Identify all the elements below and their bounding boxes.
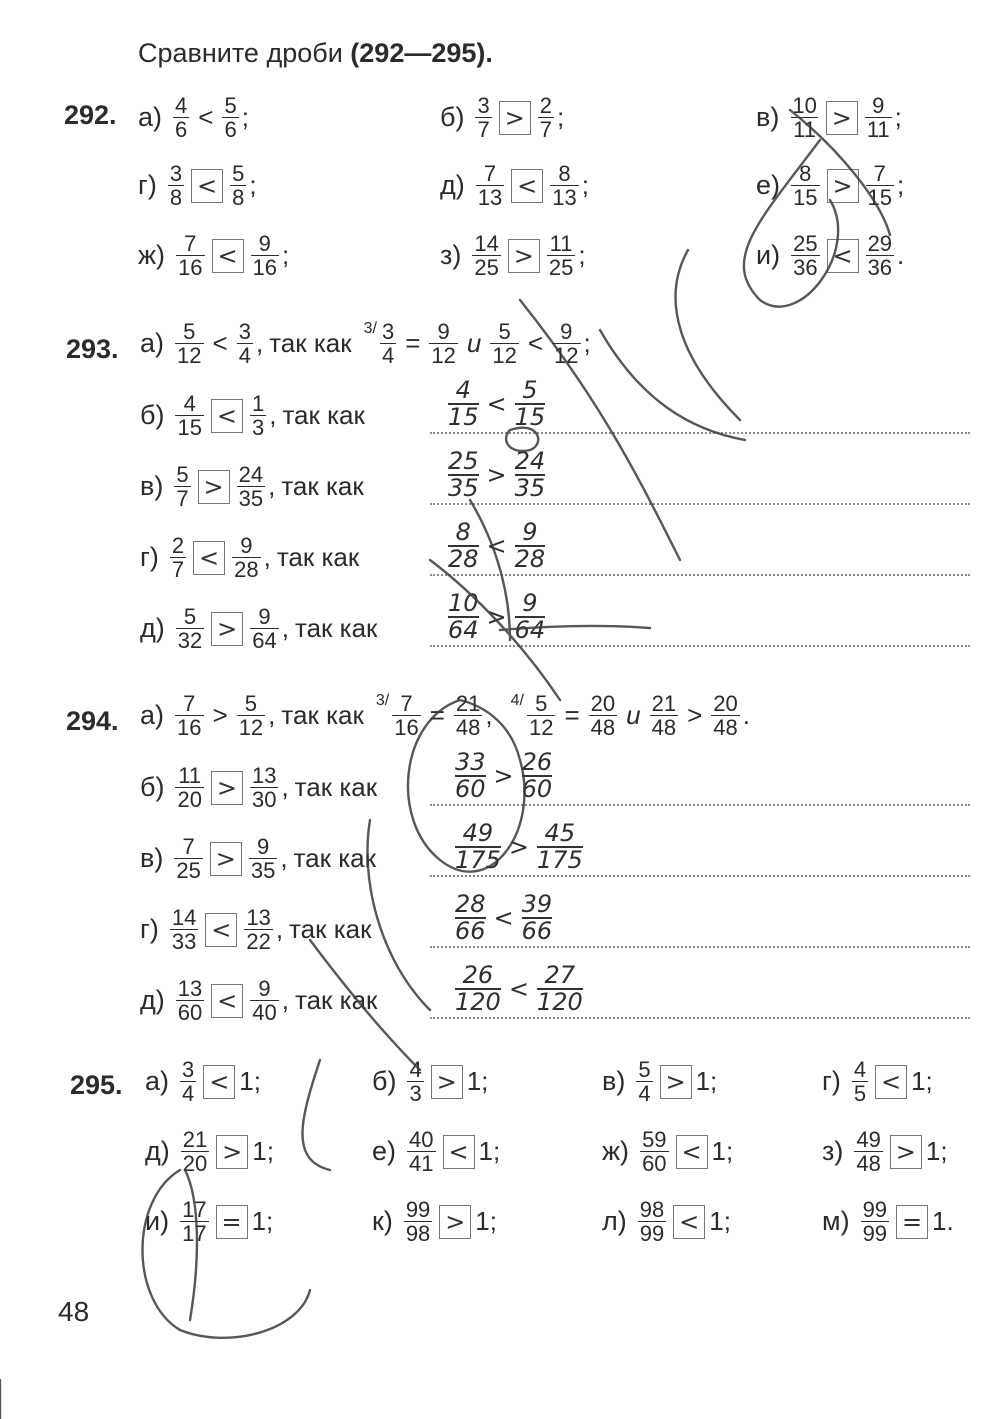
item-label: г) [822,1066,841,1097]
numerator: 2 [171,533,185,558]
fraction: $\frac{9}{12}$ [431,319,456,369]
item-label: г) [138,170,157,201]
answer-box[interactable]: = [216,1205,248,1239]
comparison-sign: > [687,700,703,731]
denominator: 60 [642,1151,667,1177]
numerator: 13 [251,763,277,788]
denominator: 28 [514,545,546,574]
numerator: 49 [462,819,494,847]
answer-box[interactable]: < [676,1135,708,1169]
denominator: 22 [246,929,271,955]
denominator: 11 [866,117,890,143]
denominator: 13 [477,185,503,211]
punctuation: , [275,914,284,945]
handwritten-sign: > [486,603,507,632]
answer-box[interactable]: > [827,169,859,203]
problem-294-example: а) $\frac{7}{16}$ > $\frac{5}{12}$ , так как 3/ $\frac{7}{16}$ = $\frac{21}{48}$ , 4/ $\frac{5}{12}$ = $\frac{20}{48}$ и $\frac{21}{48}$ > $\frac{20}{48}$ . [140,691,750,741]
fraction: $\frac{5}{12}$ [238,691,264,741]
denominator: 13 [552,185,577,211]
numerator: 26 [521,748,553,776]
item-label: д) [140,613,165,644]
numerator: 9 [240,533,253,558]
punctuation: . [897,240,905,271]
punctuation: , [281,772,289,803]
denominator: 64 [252,628,277,654]
problem-293-example: а) $\frac{5}{12}$ < $\frac{3}{4}$ , так как 3/ $\frac{3}{4}$ = $\frac{9}{12}$ и $\frac{5}{12}$ < $\frac{9}{12}$ ; [140,319,591,369]
numerator: 5 [232,161,245,186]
numerator: 5 [224,93,237,118]
because-text: так как [294,985,378,1016]
answer-box[interactable]: > [211,612,243,646]
numerator: 7 [182,834,195,859]
comparison-sign: < [212,328,228,359]
numerator: 99 [405,1197,431,1222]
answer-box[interactable]: > [890,1135,922,1169]
because-text: так как [281,471,364,502]
numerator: 27 [544,961,576,989]
denominator: 8 [232,185,245,211]
answer-box[interactable]: > [211,771,243,805]
item-label: и) [756,240,781,271]
denominator: 98 [405,1221,431,1247]
scribble-stroke [790,110,890,235]
numerator: 11 [178,763,202,788]
item-label: а) [140,328,165,359]
denominator: 5 [853,1081,867,1107]
denominator: 3 [409,1081,422,1107]
punctuation: ; [249,170,257,201]
scribble-stroke [368,820,431,1010]
multiplier-note: 4/ [510,692,524,709]
denominator: 17 [182,1221,207,1247]
compare-to-one: 1; [252,1136,274,1167]
punctuation: ; [578,240,586,271]
numerator: 9 [258,976,271,1001]
because-text: так как [294,613,378,644]
numerator: 8 [455,518,471,546]
item-label: д) [140,985,165,1016]
fraction: $\frac{3}{4}$ [381,319,395,369]
denominator: 4 [638,1081,651,1107]
numerator: 9 [258,604,271,629]
scribble-stroke [303,1060,331,1170]
numerator: 49 [856,1127,881,1152]
numerator: 39 [521,890,553,918]
answer-box[interactable]: > [826,101,858,135]
scribble-stroke [676,250,740,420]
numerator: 5 [522,376,538,404]
fraction: $\frac{21}{48}$ [651,691,677,741]
scribble-stroke [185,1170,197,1320]
denominator: 40 [252,1000,277,1026]
numerator: 5 [638,1057,651,1082]
denominator: 48 [856,1151,881,1177]
compare-to-one: 1; [239,1066,261,1097]
answer-box[interactable]: < [193,541,225,575]
scribble-stroke [500,626,650,630]
numerator: 5 [176,462,189,487]
answer-box[interactable]: < [211,984,243,1018]
answer-box[interactable]: < [211,399,243,433]
denominator: 60 [521,775,553,804]
numerator: 7 [873,161,886,186]
equals-sign: = [564,700,580,731]
compare-to-one: 1; [695,1066,718,1097]
scribble-stroke [600,330,745,440]
answer-box[interactable]: > [660,1065,692,1099]
answer-box[interactable]: < [511,169,543,203]
equals-sign: = [405,328,421,359]
punctuation: , [281,985,289,1016]
item-label: б) [372,1066,397,1097]
answer-box[interactable]: > [439,1205,471,1239]
handwritten-sign: < [508,975,529,1004]
denominator: 25 [474,255,499,281]
numerator: 40 [409,1127,434,1152]
fraction: $\frac{7}{16}$ [177,691,202,741]
item-label: в) [140,843,164,874]
compare-to-one: 1; [911,1066,933,1097]
numerator: 8 [558,161,571,186]
punctuation: ; [581,170,589,201]
fraction: $\frac{7}{16}$ [394,691,419,741]
numerator: 5 [183,604,197,629]
denominator: 28 [448,545,479,574]
numerator: 4 [853,1057,867,1082]
item-label: е) [372,1136,397,1167]
because-text: так как [269,328,352,359]
numerator: 4 [409,1057,422,1082]
denominator: 35 [448,474,479,503]
fraction: $\frac{5}{12}$ [528,691,554,741]
numerator: 13 [246,905,271,930]
handwritten-sign: < [486,390,507,419]
because-text: так как [282,400,365,431]
compare-to-one: 1; [711,1136,734,1167]
numerator: 29 [867,231,893,256]
numerator: 11 [549,231,573,256]
item-label: е) [756,170,781,201]
denominator: 4 [182,1081,195,1107]
punctuation: ; [894,102,902,133]
handwritten-sign: < [486,532,507,561]
scribble-stroke [143,1170,311,1338]
item-label: ж) [138,240,166,271]
problem-number-295: 295. [70,1070,123,1100]
denominator: 36 [793,255,818,281]
item-label: д) [145,1136,170,1167]
fraction: $\frac{5}{12}$ [177,319,202,369]
and-text: и [626,700,641,731]
numerator: 26 [462,961,494,989]
numerator: 98 [639,1197,665,1222]
denominator: 175 [455,846,501,875]
compare-to-one: 1; [925,1136,948,1167]
comparison-sign: > [212,700,228,731]
compare-to-one: 1; [478,1136,501,1167]
numerator: 25 [448,447,479,475]
item-label: г) [140,914,159,945]
scribble-stroke [408,700,525,875]
denominator: 33 [171,929,197,955]
item-label: з) [440,240,462,271]
item-label: б) [140,400,165,431]
item-label: з) [822,1136,844,1167]
answer-box[interactable]: = [896,1205,928,1239]
fraction: $\frac{3}{4}$ [238,319,251,369]
handwritten-sign: > [493,762,514,791]
compare-to-one: 1; [466,1066,489,1097]
denominator: 120 [536,988,583,1017]
fraction: $\frac{20}{48}$ [713,691,738,741]
numerator: 24 [514,447,546,475]
answer-box[interactable]: < [203,1065,235,1099]
because-text: так как [281,700,364,731]
numerator: 3 [182,1057,195,1082]
item-label: к) [372,1206,393,1237]
answer-box[interactable]: < [212,239,244,273]
item-label: и) [145,1206,170,1237]
denominator: 66 [455,917,486,946]
answer-box[interactable]: > [431,1065,463,1099]
compare-to-one: 1; [251,1206,274,1237]
numerator: 4 [183,391,196,416]
item-label: д) [440,170,465,201]
problem-number-292: 292. [64,100,117,130]
denominator: 20 [177,787,202,813]
answer-box[interactable]: < [875,1065,907,1099]
numerator: 45 [544,819,576,847]
denominator: 16 [178,255,203,281]
denominator: 20 [182,1151,208,1177]
punctuation: , [263,542,271,573]
because-text: так как [293,843,377,874]
equals-sign: = [429,700,445,731]
denominator: 7 [539,117,552,143]
because-text: так как [294,772,378,803]
numerator: 2 [539,93,552,118]
and-text: и [466,328,482,359]
numerator: 13 [177,976,203,1001]
numerator: 17 [182,1197,207,1222]
compare-to-one: 1; [709,1206,731,1237]
item-label: г) [140,542,159,573]
numerator: 9 [258,231,271,256]
answer-box[interactable]: < [673,1205,705,1239]
denominator: 35 [514,474,546,503]
punctuation: , [268,471,276,502]
multiplier-note: 3/ [363,320,377,337]
denominator: 66 [521,917,553,946]
page-number: 48 [58,1296,90,1327]
denominator: 99 [862,1221,888,1247]
denominator: 15 [867,185,892,211]
denominator: 16 [252,255,278,281]
scribble-stroke [506,428,538,451]
denominator: 6 [175,117,188,143]
fraction: $\frac{21}{48}$ [455,691,481,741]
item-label: л) [602,1206,627,1237]
denominator: 11 [793,117,816,143]
numerator: 4 [455,376,471,404]
item-label: б) [440,102,465,133]
denominator: 25 [176,858,201,884]
denominator: 7 [171,557,185,583]
comparison-sign: < [198,102,214,133]
item-label: в) [140,471,164,502]
handwritten-sign: < [493,904,514,933]
numerator: 10 [792,93,817,118]
numerator: 14 [171,905,197,930]
denominator: 8 [169,185,183,211]
denominator: 28 [234,557,259,583]
because-text: так как [289,914,372,945]
answer-box[interactable]: < [205,913,237,947]
denominator: 35 [250,858,276,884]
compare-to-one: 1; [475,1206,497,1237]
numerator: 59 [642,1127,667,1152]
numerator: 14 [474,231,499,256]
handwritten-sign: > [486,461,507,490]
punctuation: , [281,613,289,644]
compare-to-one: 1. [932,1206,954,1237]
answer-box[interactable]: < [191,169,223,203]
numerator: 9 [256,834,270,859]
denominator: 3 [251,415,265,441]
denominator: 36 [867,255,893,281]
denominator: 15 [448,403,479,432]
numerator: 10 [448,589,479,617]
item-label: ж) [602,1136,630,1167]
numerator: 99 [862,1197,888,1222]
problem-number-294: 294. [66,706,119,736]
fraction: $\frac{5}{12}$ [492,319,517,369]
scribble-stroke [430,560,560,700]
scribble-stroke [470,500,510,640]
numerator: 21 [182,1127,208,1152]
punctuation: ; [282,240,290,271]
because-text: так как [276,542,360,573]
comparison-sign: < [527,328,544,359]
denominator: 32 [177,628,203,654]
answer-box[interactable]: < [443,1135,475,1169]
denominator: 60 [455,775,486,804]
numerator: 3 [477,93,490,118]
denominator: 64 [514,616,546,645]
handwritten-sign: > [508,833,529,862]
numerator: 3 [169,161,183,186]
answer-box[interactable]: < [827,239,859,273]
denominator: 15 [514,403,546,432]
heading-range: (292—295). [350,38,493,68]
denominator: 120 [455,988,501,1017]
denominator: 35 [238,486,264,512]
multiplier-note: 3/ [375,692,390,709]
fraction: $\frac{9}{12}$ [554,319,579,369]
item-label: а) [140,700,165,731]
answer-box[interactable]: > [508,239,540,273]
denominator: 25 [548,255,574,281]
punctuation: , [280,843,288,874]
punctuation: ; [241,102,249,133]
item-label: м) [822,1206,850,1237]
denominator: 175 [536,846,583,875]
numerator: 7 [184,231,197,256]
item-label: б) [140,772,165,803]
numerator: 4 [175,93,188,118]
numerator: 9 [522,589,538,617]
item-label: в) [756,102,780,133]
numerator: 33 [455,748,486,776]
denominator: 64 [448,616,479,645]
numerator: 1 [251,391,265,416]
problem-number-293: 293. [66,334,119,364]
numerator: 7 [483,161,497,186]
punctuation: ; [556,102,565,133]
item-label: а) [145,1066,170,1097]
denominator: 41 [409,1151,434,1177]
numerator: 25 [793,231,818,256]
answer-box[interactable]: > [198,470,230,504]
punctuation: ; [896,170,905,201]
scribble-stroke [310,940,420,1070]
denominator: 60 [177,1000,203,1026]
fraction: $\frac{20}{48}$ [590,691,616,741]
numerator: 8 [799,161,812,186]
item-label: в) [602,1066,626,1097]
numerator: 9 [872,93,885,118]
answer-box[interactable]: > [210,842,242,876]
numerator: 24 [238,462,264,487]
punctuation: , [269,400,277,431]
numerator: 28 [455,890,486,918]
denominator: 6 [224,117,237,143]
denominator: 15 [177,415,202,441]
heading-text: Сравните дроби [138,38,343,68]
denominator: 7 [176,486,189,512]
answer-box[interactable]: > [499,101,531,135]
denominator: 15 [793,185,818,211]
numerator: 9 [522,518,538,546]
scribble-stroke [744,140,838,307]
denominator: 30 [251,787,277,813]
item-label: а) [138,102,163,133]
denominator: 99 [639,1221,665,1247]
scribble-stroke [520,300,680,560]
answer-box[interactable]: > [216,1135,248,1169]
denominator: 7 [477,117,490,143]
